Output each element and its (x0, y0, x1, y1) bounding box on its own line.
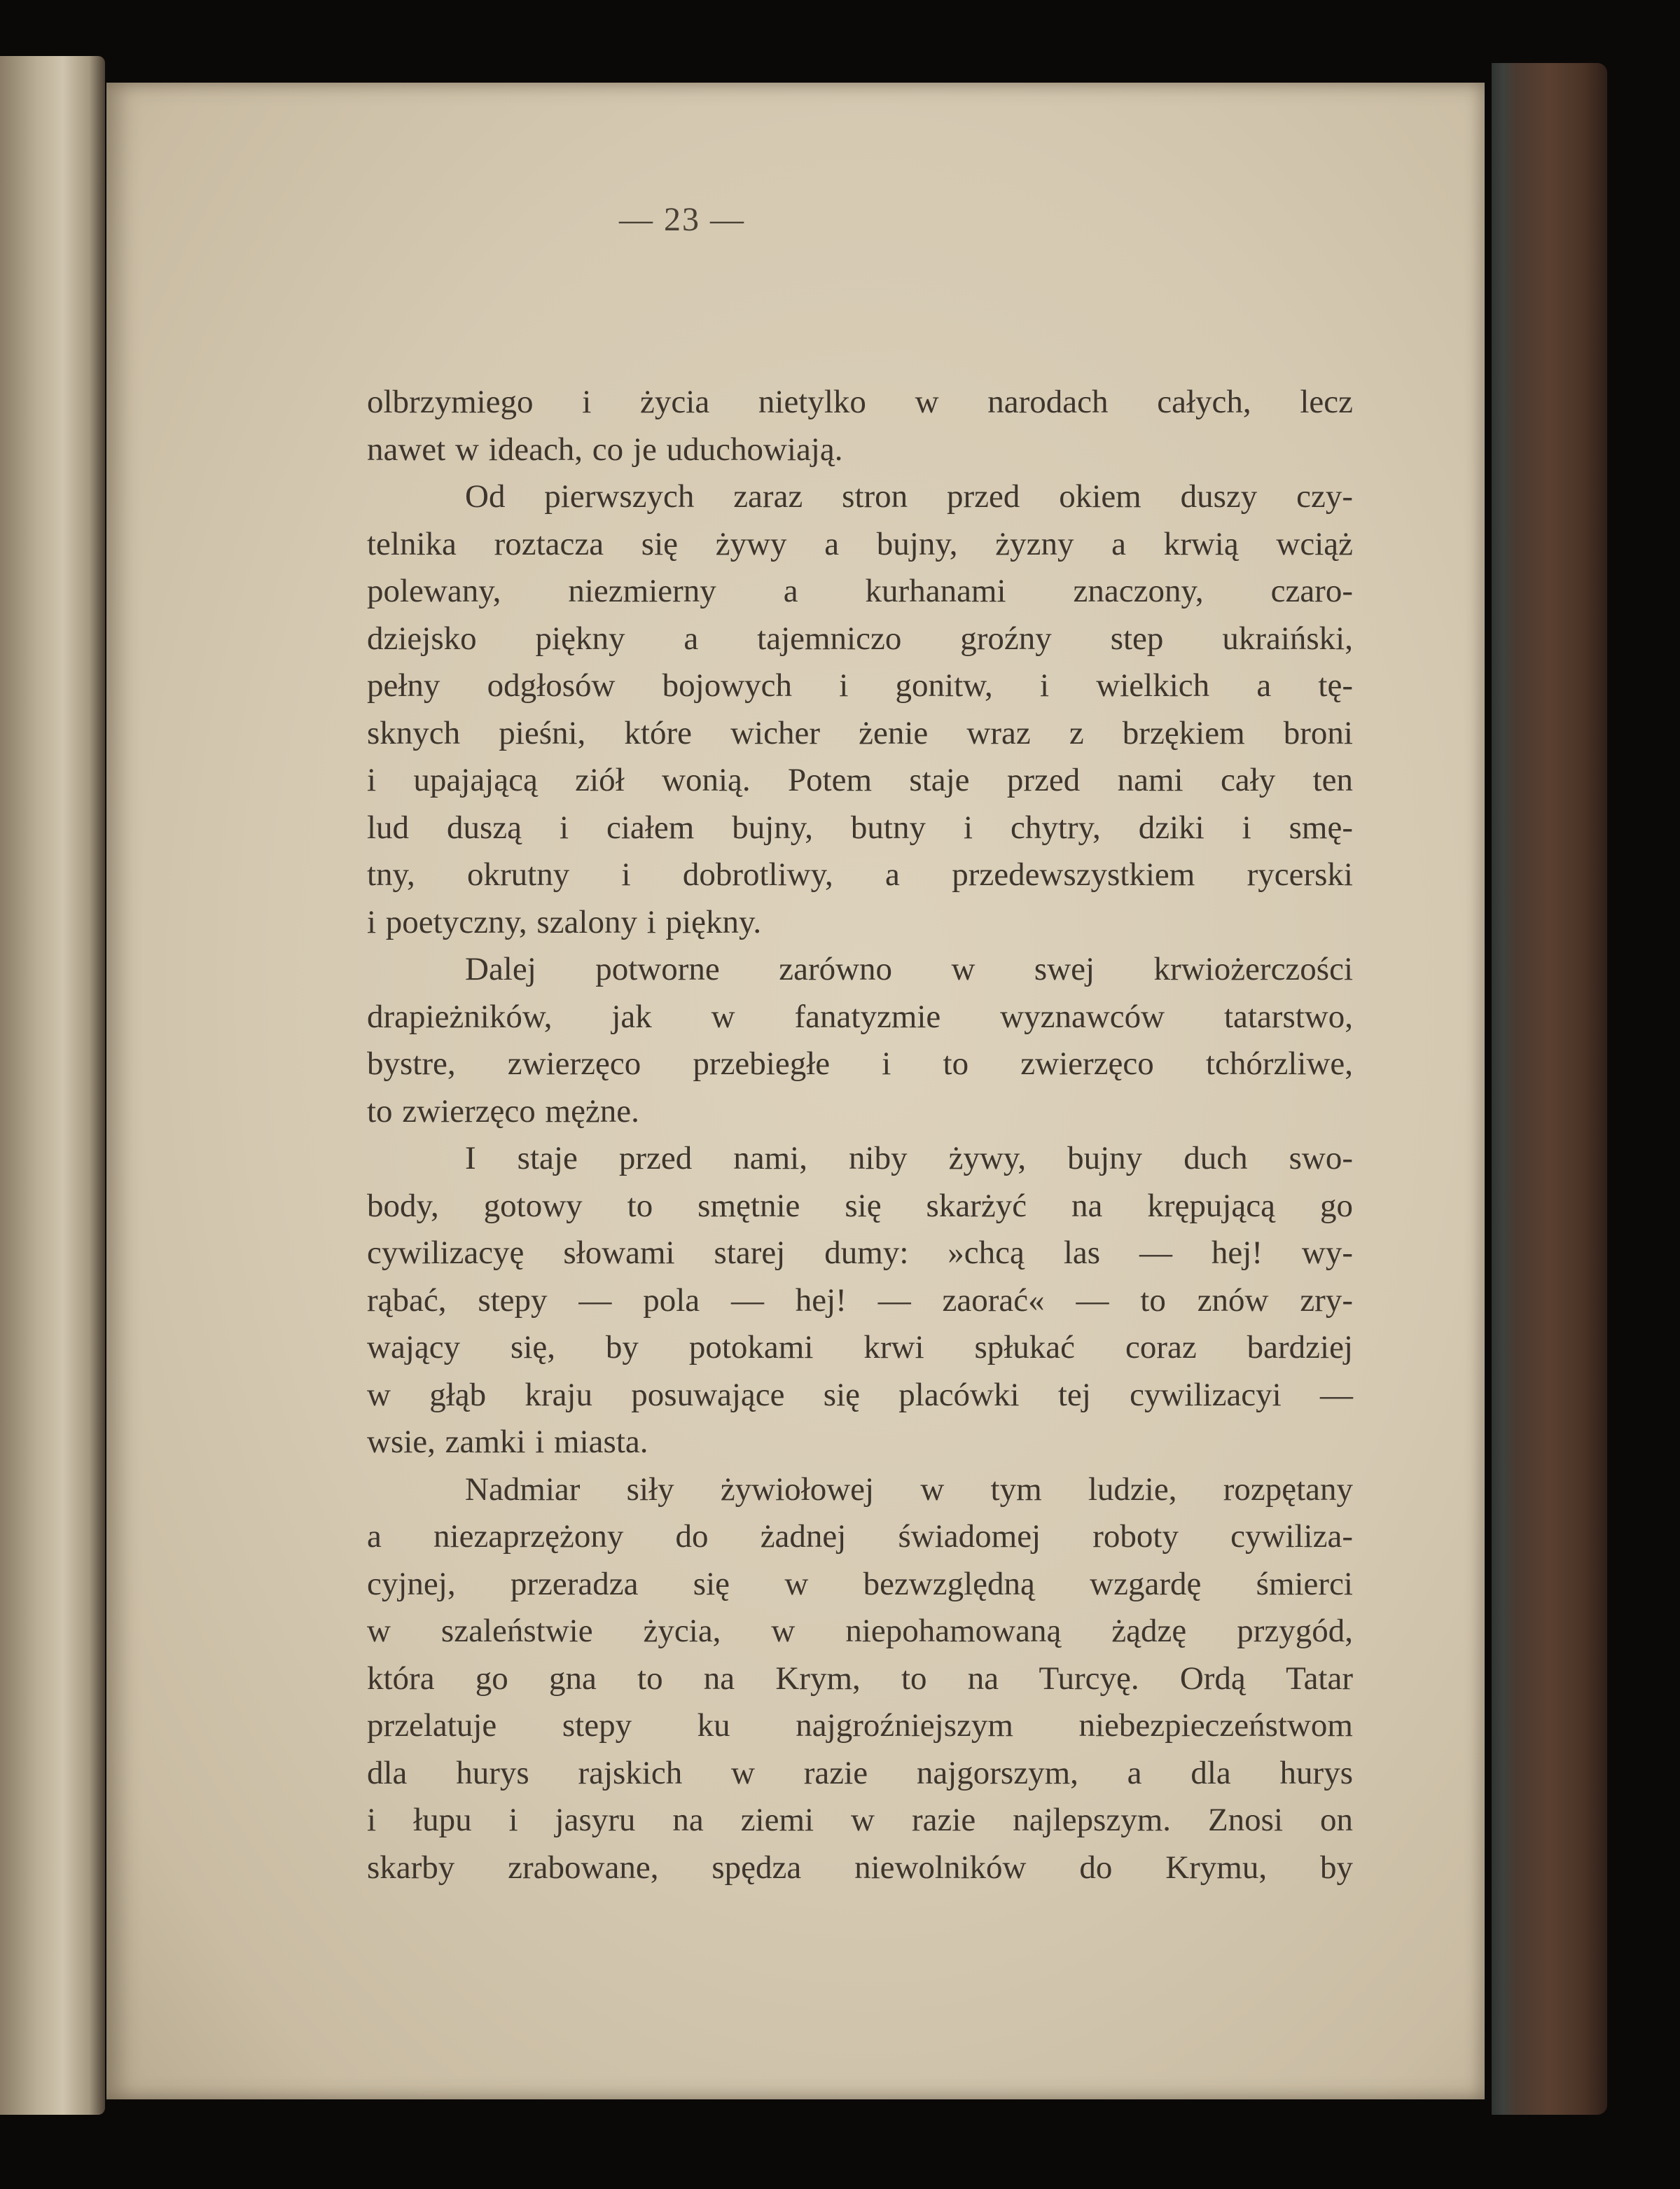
text-line: wsie, zamki i miasta. (367, 1424, 648, 1460)
text-line: I staje przed nami, niby żywy, bujny duch swo- (465, 1140, 1353, 1176)
page-number: — 23 — (619, 201, 745, 238)
text-line: polewany, niezmierny a kurhanami znaczony, czaro- (367, 573, 1353, 609)
text-line: przelatuje stepy ku najgroźniejszym niebezpieczeństwom (367, 1707, 1353, 1744)
text-line: cywilizacyę słowami starej dumy: »chcą las — hej! wy- (367, 1235, 1353, 1271)
text-line: tny, okrutny i dobrotliwy, a przedewszystkiem rycerski (367, 856, 1353, 893)
text-line: olbrzymiego i życia nietylko w narodach całych, lecz (367, 384, 1353, 420)
text-line: Dalej potworne zarówno w swej krwiożerczości (465, 951, 1353, 987)
text-line: Od pierwszych zaraz stron przed okiem duszy czy- (465, 478, 1353, 515)
text-line: nawet w ideach, co je uduchowiają. (367, 431, 843, 468)
text-line: dla hurys rajskich w razie najgorszym, a dla hurys (367, 1754, 1353, 1791)
book-page (106, 83, 1485, 2099)
text-line: która go gna to na Krym, to na Turcyę. Ordą Tatar (367, 1660, 1353, 1697)
text-line: Nadmiar siły żywiołowej w tym ludzie, rozpętany (465, 1471, 1353, 1508)
text-line: to zwierzęco mężne. (367, 1092, 639, 1130)
text-line: lud duszą i ciałem bujny, butny i chytry, dziki i smę- (367, 809, 1353, 846)
page-text (367, 379, 1353, 1891)
book-cover-edge (1492, 63, 1607, 2115)
text-line: skarby zrabowane, spędza niewolników do Krymu, by (367, 1849, 1353, 1886)
text-line: w głąb kraju posuwające się placówki tej cywilizacyi — (367, 1376, 1353, 1413)
text-line: a niezaprzężony do żadnej świadomej roboty cywiliza- (367, 1518, 1353, 1555)
text-line: w szaleństwie życia, w niepohamowaną żądzę przygód, (367, 1613, 1353, 1649)
text-line: wający się, by potokami krwi spłukać coraz bardziej (367, 1329, 1353, 1365)
text-line: rąbać, stepy — pola — hej! — zaorać« — to znów zry- (367, 1281, 1353, 1319)
left-page-edge (0, 56, 105, 2115)
text-line: i łupu i jasyru na ziemi w razie najlepszym. Znosi on (367, 1802, 1353, 1838)
text-line: dziejsko piękny a tajemniczo groźny step ukraiński, (367, 620, 1353, 657)
text-line: bystre, zwierzęco przebiegłe i to zwierzęco tchórzliwe, (367, 1045, 1353, 1082)
text-line: cyjnej, przeradza się w bezwzględną wzgardę śmierci (367, 1565, 1353, 1602)
text-line: body, gotowy to smętnie się skarżyć na krępującą go (367, 1187, 1353, 1224)
text-line: pełny odgłosów bojowych i gonitw, i wielkich a tę- (367, 667, 1353, 704)
text-line: sknych pieśni, które wicher żenie wraz z brzękiem broni (367, 714, 1353, 751)
text-line: i upajającą ziół wonią. Potem staje przed nami cały ten (367, 762, 1353, 798)
text-line: i poetyczny, szalony i piękny. (367, 903, 762, 940)
text-line: telnika roztacza się żywy a bujny, żyzny a krwią wciąż (367, 525, 1353, 562)
text-line: drapieżników, jak w fanatyzmie wyznawców tatarstwo, (367, 998, 1353, 1035)
